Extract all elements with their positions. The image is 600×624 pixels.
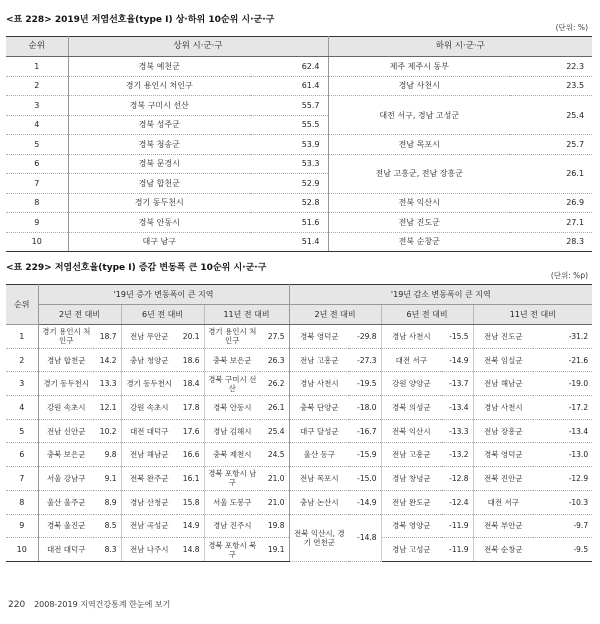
top-value: 51.6 bbox=[250, 213, 328, 233]
table-row bbox=[6, 154, 592, 174]
region-cell: 충북 제천시 bbox=[204, 443, 260, 467]
region-cell: 전북 익산시 bbox=[381, 419, 441, 443]
region-cell: 충남 논산시 bbox=[289, 490, 349, 514]
region-cell: 강원 속초시 bbox=[121, 396, 177, 420]
value-cell: 8.9 bbox=[94, 490, 121, 514]
table-228 bbox=[6, 36, 592, 252]
region-cell: 대전 서구 bbox=[381, 348, 441, 372]
value-cell: 10.2 bbox=[94, 419, 121, 443]
value-cell: -13.4 bbox=[441, 396, 473, 420]
bottom-value: 22.3 bbox=[510, 57, 592, 77]
value-cell: 24.5 bbox=[260, 443, 289, 467]
table-row bbox=[6, 467, 592, 491]
rank-cell: 8 bbox=[6, 193, 68, 213]
top-value: 53.9 bbox=[250, 135, 328, 155]
value-cell: 8.3 bbox=[94, 538, 121, 562]
region-cell: 울산 울주군 bbox=[38, 490, 94, 514]
region-cell: 경기 용인시 처인구 bbox=[204, 325, 260, 349]
region-cell: 충북 단양군 bbox=[289, 396, 349, 420]
value-cell: 20.1 bbox=[177, 325, 204, 349]
region-cell: 경북 영양군 bbox=[381, 514, 441, 538]
rank-cell: 6 bbox=[6, 154, 68, 174]
value-cell: -15.0 bbox=[349, 467, 381, 491]
table-row bbox=[6, 490, 592, 514]
rank-cell: 3 bbox=[6, 96, 68, 116]
region-cell: 충북 보은군 bbox=[38, 443, 94, 467]
region-cell: 경기 용인시 처인구 bbox=[38, 325, 94, 349]
table-header-row bbox=[6, 37, 592, 57]
region-cell: 경북 포항시 남구 bbox=[204, 467, 260, 491]
top-region: 경북 청송군 bbox=[68, 135, 250, 155]
bottom-value: 25.4 bbox=[510, 96, 592, 135]
value-cell: -21.6 bbox=[533, 348, 592, 372]
table-row bbox=[6, 96, 592, 116]
value-cell: -13.4 bbox=[533, 419, 592, 443]
region-cell: 경남 고성군 bbox=[381, 538, 441, 562]
top-region: 경기 동두천시 bbox=[68, 193, 250, 213]
bottom-value: 26.1 bbox=[510, 154, 592, 193]
region-cell: 경북 의성군 bbox=[381, 396, 441, 420]
rank-cell: 4 bbox=[6, 396, 38, 420]
header-inc-6y: 6년 전 대비 bbox=[121, 305, 204, 325]
value-cell: -11.9 bbox=[441, 514, 473, 538]
region-cell: 경기 동두천시 bbox=[38, 372, 94, 396]
top-value: 52.8 bbox=[250, 193, 328, 213]
value-cell: -12.4 bbox=[441, 490, 473, 514]
value-cell: -15.9 bbox=[349, 443, 381, 467]
region-cell: 전북 부안군 bbox=[473, 514, 533, 538]
region-cell: 경남 합천군 bbox=[38, 348, 94, 372]
region-cell: 전남 장흥군 bbox=[473, 419, 533, 443]
table-228-unit: (단위: %) bbox=[555, 23, 588, 32]
bottom-value: 28.3 bbox=[510, 232, 592, 252]
rank-cell: 10 bbox=[6, 232, 68, 252]
header-decrease-group: '19년 감소 변동폭이 큰 지역 bbox=[289, 285, 592, 305]
value-cell: 9.8 bbox=[94, 443, 121, 467]
table-row bbox=[6, 135, 592, 155]
value-cell: 26.2 bbox=[260, 372, 289, 396]
value-cell: -17.2 bbox=[533, 396, 592, 420]
header-inc-11y: 11년 전 대비 bbox=[204, 305, 289, 325]
header-dec-11y: 11년 전 대비 bbox=[473, 305, 592, 325]
region-cell: 전북 진안군 bbox=[473, 467, 533, 491]
top-value: 53.3 bbox=[250, 154, 328, 174]
header-bottom: 하위 시·군·구 bbox=[328, 37, 592, 57]
table-228-caption: <표 228> 2019년 저염선호율(type Ⅰ) 상·하위 10순위 시·군·구 bbox=[6, 15, 275, 25]
value-cell: 16.6 bbox=[177, 443, 204, 467]
value-cell: -13.7 bbox=[441, 372, 473, 396]
value-cell: 12.1 bbox=[94, 396, 121, 420]
value-cell: -13.2 bbox=[441, 443, 473, 467]
value-cell: 14.8 bbox=[177, 538, 204, 562]
top-value: 55.5 bbox=[250, 115, 328, 135]
bottom-value: 27.1 bbox=[510, 213, 592, 233]
value-cell: 13.3 bbox=[94, 372, 121, 396]
top-value: 62.4 bbox=[250, 57, 328, 77]
value-cell: 16.1 bbox=[177, 467, 204, 491]
region-cell: 대전 대덕구 bbox=[121, 419, 177, 443]
page-number: 220 bbox=[8, 600, 26, 610]
region-cell: 전북 익산시, 경기 연천군 bbox=[289, 514, 349, 561]
region-cell: 경남 사천시 bbox=[473, 396, 533, 420]
value-cell: -9.7 bbox=[533, 514, 592, 538]
header-increase-group: '19년 증가 변동폭이 큰 지역 bbox=[38, 285, 289, 305]
table-row bbox=[6, 372, 592, 396]
bottom-region: 전남 목포시 bbox=[328, 135, 510, 155]
rank-cell: 5 bbox=[6, 135, 68, 155]
rank-cell: 1 bbox=[6, 57, 68, 77]
table-row bbox=[6, 396, 592, 420]
region-cell: 경남 진주시 bbox=[204, 514, 260, 538]
region-cell: 전남 해남군 bbox=[121, 443, 177, 467]
top-value: 55.7 bbox=[250, 96, 328, 116]
rank-cell: 5 bbox=[6, 419, 38, 443]
region-cell: 경북 영덕군 bbox=[289, 325, 349, 349]
top-value: 52.9 bbox=[250, 174, 328, 194]
region-cell: 울산 동구 bbox=[289, 443, 349, 467]
region-cell: 서울 강남구 bbox=[38, 467, 94, 491]
value-cell: -12.8 bbox=[441, 467, 473, 491]
value-cell: -13.0 bbox=[533, 443, 592, 467]
value-cell: 8.5 bbox=[94, 514, 121, 538]
bottom-region: 대전 서구, 경남 고성군 bbox=[328, 96, 510, 135]
rank-cell: 2 bbox=[6, 348, 38, 372]
bottom-value: 25.7 bbox=[510, 135, 592, 155]
value-cell: -18.0 bbox=[349, 396, 381, 420]
rank-cell: 8 bbox=[6, 490, 38, 514]
bottom-region: 경남 사천시 bbox=[328, 76, 510, 96]
rank-cell: 4 bbox=[6, 115, 68, 135]
value-cell: 15.8 bbox=[177, 490, 204, 514]
table-row bbox=[6, 419, 592, 443]
page-footer bbox=[8, 599, 170, 610]
value-cell: -13.3 bbox=[441, 419, 473, 443]
value-cell: 17.8 bbox=[177, 396, 204, 420]
value-cell: 17.6 bbox=[177, 419, 204, 443]
bottom-region: 제주 제주시 동부 bbox=[328, 57, 510, 77]
region-cell: 전남 해남군 bbox=[473, 372, 533, 396]
region-cell: 충남 청양군 bbox=[121, 348, 177, 372]
region-cell: 전남 고흥군 bbox=[289, 348, 349, 372]
rank-cell: 9 bbox=[6, 514, 38, 538]
value-cell: -27.3 bbox=[349, 348, 381, 372]
region-cell: 강원 양양군 bbox=[381, 372, 441, 396]
value-cell: -14.9 bbox=[441, 348, 473, 372]
top-region: 경북 예천군 bbox=[68, 57, 250, 77]
table-row bbox=[6, 325, 592, 349]
region-cell: 전남 완도군 bbox=[381, 490, 441, 514]
header-top: 상위 시·군·구 bbox=[68, 37, 328, 57]
value-cell: -9.5 bbox=[533, 538, 592, 562]
table-row bbox=[6, 193, 592, 213]
header-dec-2y: 2년 전 대비 bbox=[289, 305, 381, 325]
rank-cell: 6 bbox=[6, 443, 38, 467]
value-cell: -10.3 bbox=[533, 490, 592, 514]
rank-cell: 7 bbox=[6, 467, 38, 491]
region-cell: 전북 완주군 bbox=[121, 467, 177, 491]
region-cell: 전남 목포시 bbox=[289, 467, 349, 491]
table-subheader-row bbox=[6, 305, 592, 325]
value-cell: 25.4 bbox=[260, 419, 289, 443]
book-title: 2008-2019 지역건강통계 한눈에 보기 bbox=[34, 600, 171, 609]
region-cell: 전남 나주시 bbox=[121, 538, 177, 562]
value-cell: 14.9 bbox=[177, 514, 204, 538]
value-cell: -14.9 bbox=[349, 490, 381, 514]
value-cell: 26.3 bbox=[260, 348, 289, 372]
region-cell: 강원 속초시 bbox=[38, 396, 94, 420]
region-cell: 전남 무안군 bbox=[121, 325, 177, 349]
region-cell: 경남 김해시 bbox=[204, 419, 260, 443]
table-229-unit: (단위: %p) bbox=[550, 271, 588, 280]
bottom-value: 26.9 bbox=[510, 193, 592, 213]
region-cell: 서울 도봉구 bbox=[204, 490, 260, 514]
value-cell: -14.8 bbox=[349, 514, 381, 561]
region-cell: 전북 순창군 bbox=[473, 538, 533, 562]
value-cell: -19.0 bbox=[533, 372, 592, 396]
table-row bbox=[6, 514, 592, 538]
rank-cell: 10 bbox=[6, 538, 38, 562]
table-row bbox=[6, 213, 592, 233]
rank-cell: 2 bbox=[6, 76, 68, 96]
top-value: 61.4 bbox=[250, 76, 328, 96]
bottom-region: 전북 순창군 bbox=[328, 232, 510, 252]
table-row bbox=[6, 57, 592, 77]
value-cell: 19.1 bbox=[260, 538, 289, 562]
table-229-caption: <표 229> 저염선호율(type Ⅰ) 증감 변동폭 큰 10순위 시·군·구 bbox=[6, 263, 267, 273]
top-region: 경남 합천군 bbox=[68, 174, 250, 194]
region-cell: 경북 영덕군 bbox=[473, 443, 533, 467]
value-cell: -19.5 bbox=[349, 372, 381, 396]
top-region: 경북 구미시 선산 bbox=[68, 96, 250, 116]
table-row bbox=[6, 76, 592, 96]
top-value: 51.4 bbox=[250, 232, 328, 252]
top-region: 경북 성주군 bbox=[68, 115, 250, 135]
header-rank: 순위 bbox=[6, 37, 68, 57]
header-inc-2y: 2년 전 대비 bbox=[38, 305, 121, 325]
header-rank: 순위 bbox=[6, 285, 38, 325]
bottom-region: 전북 익산시 bbox=[328, 193, 510, 213]
bottom-value: 23.5 bbox=[510, 76, 592, 96]
value-cell: 21.0 bbox=[260, 467, 289, 491]
table-header-row bbox=[6, 285, 592, 305]
region-cell: 경북 안동시 bbox=[204, 396, 260, 420]
table-row bbox=[6, 348, 592, 372]
rank-cell: 3 bbox=[6, 372, 38, 396]
bottom-region: 전남 진도군 bbox=[328, 213, 510, 233]
region-cell: 경기 동두천시 bbox=[121, 372, 177, 396]
rank-cell: 9 bbox=[6, 213, 68, 233]
value-cell: 18.7 bbox=[94, 325, 121, 349]
value-cell: 26.1 bbox=[260, 396, 289, 420]
region-cell: 전남 신안군 bbox=[38, 419, 94, 443]
bottom-region: 전남 고흥군, 전남 장흥군 bbox=[328, 154, 510, 193]
table-row bbox=[6, 232, 592, 252]
region-cell: 경남 산청군 bbox=[121, 490, 177, 514]
region-cell: 전남 고흥군 bbox=[381, 443, 441, 467]
region-cell: 전북 임실군 bbox=[473, 348, 533, 372]
value-cell: -11.9 bbox=[441, 538, 473, 562]
region-cell: 경북 울진군 bbox=[38, 514, 94, 538]
value-cell: -15.5 bbox=[441, 325, 473, 349]
region-cell: 대전 대덕구 bbox=[38, 538, 94, 562]
region-cell: 경남 사천시 bbox=[289, 372, 349, 396]
top-region: 경북 안동시 bbox=[68, 213, 250, 233]
region-cell: 경북 포항시 북구 bbox=[204, 538, 260, 562]
region-cell: 전남 진도군 bbox=[473, 325, 533, 349]
value-cell: 27.5 bbox=[260, 325, 289, 349]
value-cell: 18.4 bbox=[177, 372, 204, 396]
region-cell: 경남 사천시 bbox=[381, 325, 441, 349]
value-cell: 21.0 bbox=[260, 490, 289, 514]
region-cell: 대전 서구 bbox=[473, 490, 533, 514]
value-cell: -29.8 bbox=[349, 325, 381, 349]
header-dec-6y: 6년 전 대비 bbox=[381, 305, 473, 325]
region-cell: 경남 창녕군 bbox=[381, 467, 441, 491]
table-229 bbox=[6, 284, 592, 562]
value-cell: 18.6 bbox=[177, 348, 204, 372]
top-region: 경기 용인시 처인구 bbox=[68, 76, 250, 96]
rank-cell: 7 bbox=[6, 174, 68, 194]
value-cell: 14.2 bbox=[94, 348, 121, 372]
value-cell: -31.2 bbox=[533, 325, 592, 349]
value-cell: 9.1 bbox=[94, 467, 121, 491]
top-region: 경북 문경시 bbox=[68, 154, 250, 174]
rank-cell: 1 bbox=[6, 325, 38, 349]
region-cell: 전남 곡성군 bbox=[121, 514, 177, 538]
region-cell: 경북 구미시 선산 bbox=[204, 372, 260, 396]
value-cell: -12.9 bbox=[533, 467, 592, 491]
value-cell: 19.8 bbox=[260, 514, 289, 538]
table-row bbox=[6, 443, 592, 467]
region-cell: 충북 보은군 bbox=[204, 348, 260, 372]
top-region: 대구 남구 bbox=[68, 232, 250, 252]
region-cell: 대구 달성군 bbox=[289, 419, 349, 443]
value-cell: -16.7 bbox=[349, 419, 381, 443]
